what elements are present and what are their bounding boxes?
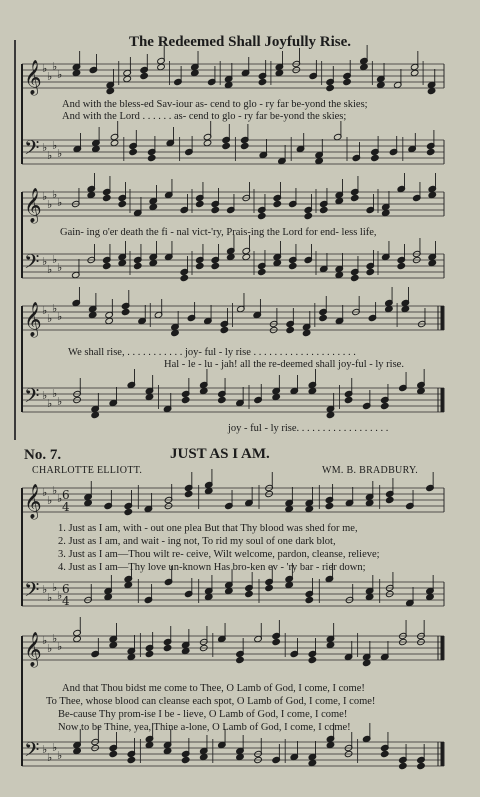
flat-sign-icon: ♭ bbox=[57, 196, 63, 209]
time-signature-bottom: 4 bbox=[62, 594, 70, 608]
note-head bbox=[102, 194, 111, 201]
note-head bbox=[124, 508, 133, 515]
flat-sign-icon: ♭ bbox=[42, 190, 48, 203]
hymn-7-verse-1b: And that Thou bidst me come to Thee, O Lamb of God, I come, I come! bbox=[62, 683, 365, 694]
note-head bbox=[302, 329, 311, 336]
note-head bbox=[204, 593, 213, 600]
treble-clef-icon: 𝄞 bbox=[24, 302, 42, 337]
note-head bbox=[181, 647, 190, 654]
note-head bbox=[258, 78, 267, 85]
flat-sign-icon: ♭ bbox=[47, 263, 53, 276]
note-head bbox=[181, 756, 190, 763]
note-head bbox=[147, 154, 156, 161]
flat-sign-icon: ♭ bbox=[57, 492, 63, 505]
note-head bbox=[149, 259, 158, 266]
note-head bbox=[149, 203, 158, 210]
note-head bbox=[224, 81, 233, 88]
note-head bbox=[417, 762, 426, 769]
note-head bbox=[73, 635, 82, 642]
note-head bbox=[222, 142, 231, 149]
note-head bbox=[127, 756, 136, 763]
bass-clef-icon: 𝄢 bbox=[24, 384, 40, 412]
flat-sign-icon: ♭ bbox=[57, 68, 63, 81]
note-head bbox=[273, 200, 282, 207]
note-head bbox=[218, 396, 227, 403]
note-head bbox=[397, 262, 406, 269]
note-head bbox=[335, 197, 344, 204]
note-head bbox=[240, 142, 249, 149]
note-head bbox=[145, 393, 154, 400]
note-head bbox=[220, 326, 229, 333]
note-head bbox=[171, 329, 180, 336]
note-head bbox=[72, 69, 81, 76]
bass-clef-icon: 𝄢 bbox=[24, 738, 40, 766]
hymn-7-verse-2a: 2. Just as I am, and wait - ing not, To rid my soul of one dark blot, bbox=[58, 536, 336, 547]
flat-sign-icon: ♭ bbox=[57, 261, 63, 274]
hymn-6-lyric-2: And with the Lord . . . . . . as- cend to glo - ry far be-yond the skies; bbox=[62, 111, 347, 122]
note-head bbox=[133, 262, 142, 269]
flat-sign-icon: ♭ bbox=[57, 589, 63, 602]
hymn-6-lyric-1: And with the bless-ed Sav-iour as- cend to glo - ry far be-yond the skies; bbox=[62, 99, 368, 110]
flat-sign-icon: ♭ bbox=[42, 62, 48, 75]
note-head bbox=[308, 656, 317, 663]
note-head bbox=[199, 753, 208, 760]
flat-sign-icon: ♭ bbox=[57, 310, 63, 323]
note-head bbox=[380, 402, 389, 409]
flat-sign-icon: ♭ bbox=[47, 198, 53, 211]
note-head bbox=[315, 157, 324, 164]
note-head bbox=[427, 87, 436, 94]
note-head bbox=[195, 200, 204, 207]
hymn-7-verse-3b: Be-cause Thy prom-ise I be - lieve, O Lamb of God, I come, I come! bbox=[58, 709, 348, 720]
note-head bbox=[344, 396, 353, 403]
note-head bbox=[275, 69, 284, 76]
note-head bbox=[84, 499, 93, 506]
note-head bbox=[236, 656, 245, 663]
note-head bbox=[109, 750, 118, 757]
hymn-7-verse-1a: 1. Just as I am, with - out one plea But that Thy blood was shed for me, bbox=[58, 523, 358, 534]
note-head bbox=[127, 653, 136, 660]
note-head bbox=[326, 84, 335, 91]
flat-sign-icon: ♭ bbox=[47, 149, 53, 162]
flat-sign-icon: ♭ bbox=[42, 486, 48, 499]
note-head bbox=[102, 262, 111, 269]
note-head bbox=[272, 393, 281, 400]
note-head bbox=[236, 753, 245, 760]
note-head bbox=[365, 593, 374, 600]
note-head bbox=[365, 499, 374, 506]
flat-sign-icon: ♭ bbox=[52, 253, 58, 266]
flat-sign-icon: ♭ bbox=[57, 147, 63, 160]
flat-sign-icon: ♭ bbox=[52, 741, 58, 754]
note-head bbox=[195, 262, 204, 269]
note-head bbox=[163, 644, 172, 651]
flat-sign-icon: ♭ bbox=[52, 302, 58, 315]
note-head bbox=[285, 505, 294, 512]
note-head bbox=[308, 759, 317, 766]
note-head bbox=[199, 387, 208, 394]
note-head bbox=[426, 593, 435, 600]
note-head bbox=[123, 75, 132, 82]
flat-sign-icon: ♭ bbox=[57, 749, 63, 762]
flat-sign-icon: ♭ bbox=[52, 139, 58, 152]
note-head bbox=[410, 69, 419, 76]
bass-clef-icon: 𝄢 bbox=[24, 136, 40, 164]
hymn-7-verse-2b: To Thee, whose blood can cleanse each spot, O Lamb of God, I come, I come! bbox=[46, 696, 376, 707]
note-head bbox=[242, 253, 251, 260]
hymn-7-composer: WM. B. BRADBURY. bbox=[322, 465, 419, 476]
flat-sign-icon: ♭ bbox=[42, 255, 48, 268]
note-head bbox=[305, 505, 314, 512]
note-head bbox=[226, 253, 235, 260]
flat-sign-icon: ♭ bbox=[42, 743, 48, 756]
note-head bbox=[118, 259, 127, 266]
note-head bbox=[326, 641, 335, 648]
flat-sign-icon: ♭ bbox=[52, 484, 58, 497]
bass-clef-icon: 𝄢 bbox=[24, 578, 40, 606]
flat-sign-icon: ♭ bbox=[47, 494, 53, 507]
flat-sign-icon: ♭ bbox=[52, 188, 58, 201]
note-head bbox=[360, 63, 369, 70]
note-head bbox=[163, 747, 172, 754]
flat-sign-icon: ♭ bbox=[57, 395, 63, 408]
flat-sign-icon: ♭ bbox=[42, 389, 48, 402]
note-head bbox=[381, 209, 390, 216]
treble-clef-icon: 𝄞 bbox=[24, 188, 42, 223]
note-head bbox=[181, 396, 190, 403]
flat-sign-icon: ♭ bbox=[47, 397, 53, 410]
note-head bbox=[157, 63, 166, 70]
note-head bbox=[417, 387, 426, 394]
note-head bbox=[326, 411, 335, 418]
flat-sign-icon: ♭ bbox=[52, 60, 58, 73]
note-head bbox=[129, 148, 138, 155]
note-head bbox=[145, 650, 154, 657]
note-head bbox=[288, 262, 297, 269]
note-head bbox=[110, 139, 119, 146]
note-head bbox=[305, 596, 314, 603]
note-head bbox=[371, 154, 380, 161]
note-head bbox=[385, 305, 394, 312]
note-head bbox=[225, 587, 234, 594]
note-head bbox=[273, 259, 282, 266]
note-head bbox=[380, 750, 389, 757]
note-head bbox=[350, 194, 359, 201]
flat-sign-icon: ♭ bbox=[47, 70, 53, 83]
hymn-6-lyric-6: joy - ful - ly rise. . . . . . . . . . . . . . . . . . bbox=[228, 423, 389, 434]
note-head bbox=[285, 581, 294, 588]
note-head bbox=[203, 139, 212, 146]
flat-sign-icon: ♭ bbox=[42, 634, 48, 647]
hymn-7-verse-4b: Now to be Thine, yea, Thine a-lone, O Lamb of God, I come, I come! bbox=[58, 722, 351, 733]
note-head bbox=[211, 206, 220, 213]
time-signature-top: 6 bbox=[62, 582, 70, 596]
note-head bbox=[286, 326, 295, 333]
flat-sign-icon: ♭ bbox=[47, 591, 53, 604]
hymn-6-title: The Redeemed Shall Joyfully Rise. bbox=[128, 34, 352, 50]
flat-sign-icon: ♭ bbox=[52, 632, 58, 645]
hymn-7-number: No. 7. bbox=[24, 447, 62, 463]
note-head bbox=[105, 317, 114, 324]
note-head bbox=[428, 191, 437, 198]
note-head bbox=[385, 496, 394, 503]
flat-sign-icon: ♭ bbox=[47, 642, 53, 655]
note-head bbox=[204, 487, 213, 494]
bass-clef-icon: 𝄢 bbox=[24, 250, 40, 278]
note-head bbox=[145, 741, 154, 748]
note-head bbox=[121, 308, 130, 315]
hymn-7-verse-4a: 4. Just as I am—Thy love un-known Has bro-ken ev - 'ry bar - rier down; bbox=[58, 562, 366, 573]
note-head bbox=[399, 762, 408, 769]
note-head bbox=[109, 641, 118, 648]
note-head bbox=[362, 659, 371, 666]
note-head bbox=[428, 259, 437, 266]
time-signature-bottom: 4 bbox=[62, 500, 70, 514]
note-head bbox=[257, 212, 266, 219]
note-head bbox=[257, 268, 266, 275]
hymn-7-verse-3a: 3. Just as I am—Thou wilt re- ceive, Wilt welcome, pardon, cleanse, relieve; bbox=[58, 549, 380, 560]
flat-sign-icon: ♭ bbox=[52, 387, 58, 400]
note-head bbox=[335, 271, 344, 278]
note-head bbox=[118, 200, 127, 207]
note-head bbox=[211, 262, 220, 269]
flat-sign-icon: ♭ bbox=[47, 751, 53, 764]
note-head bbox=[304, 212, 313, 219]
flat-sign-icon: ♭ bbox=[57, 640, 63, 653]
note-head bbox=[350, 274, 359, 281]
note-head bbox=[245, 590, 254, 597]
note-head bbox=[272, 638, 281, 645]
time-signature-top: 6 bbox=[62, 488, 70, 502]
flat-sign-icon: ♭ bbox=[42, 304, 48, 317]
hymn-6-lyric-3: Gain- ing o'er death the fi - nal vict-'ry, Prais-ing the Lord for end- less life, bbox=[60, 227, 377, 238]
treble-clef-icon: 𝄞 bbox=[24, 632, 42, 667]
note-head bbox=[426, 148, 435, 155]
note-head bbox=[87, 191, 96, 198]
note-head bbox=[191, 69, 200, 76]
note-head bbox=[124, 581, 133, 588]
note-head bbox=[326, 741, 335, 748]
note-head bbox=[343, 78, 352, 85]
note-head bbox=[319, 206, 328, 213]
note-head bbox=[401, 305, 410, 312]
hymn-7-author: CHARLOTTE ELLIOTT. bbox=[32, 465, 143, 476]
flat-sign-icon: ♭ bbox=[42, 583, 48, 596]
note-head bbox=[104, 593, 113, 600]
note-head bbox=[106, 87, 115, 94]
note-head bbox=[184, 490, 193, 497]
note-head bbox=[92, 145, 101, 152]
note-head bbox=[88, 311, 97, 318]
note-head bbox=[91, 411, 100, 418]
note-head bbox=[265, 584, 274, 591]
note-head bbox=[366, 268, 375, 275]
flat-sign-icon: ♭ bbox=[52, 581, 58, 594]
hymn-6-lyric-4: We shall rise, . . . . . . . . . . . joy- ful - ly rise . . . . . . . . . . . . . . . . . . . . bbox=[68, 347, 356, 358]
treble-clef-icon: 𝄞 bbox=[24, 484, 42, 519]
treble-clef-icon: 𝄞 bbox=[24, 60, 42, 95]
hymn-6-lyric-5: Hal - le - lu - jah! all the re-deemed shall joy-ful - ly rise. bbox=[164, 359, 404, 370]
note-head bbox=[73, 747, 82, 754]
note-head bbox=[319, 314, 328, 321]
note-head bbox=[180, 274, 189, 281]
note-head bbox=[140, 72, 149, 79]
note-head bbox=[377, 81, 386, 88]
flat-sign-icon: ♭ bbox=[47, 312, 53, 325]
note-head bbox=[325, 502, 334, 509]
hymn-7-title: JUST AS I AM. bbox=[170, 446, 270, 462]
note-head bbox=[308, 387, 317, 394]
flat-sign-icon: ♭ bbox=[42, 141, 48, 154]
